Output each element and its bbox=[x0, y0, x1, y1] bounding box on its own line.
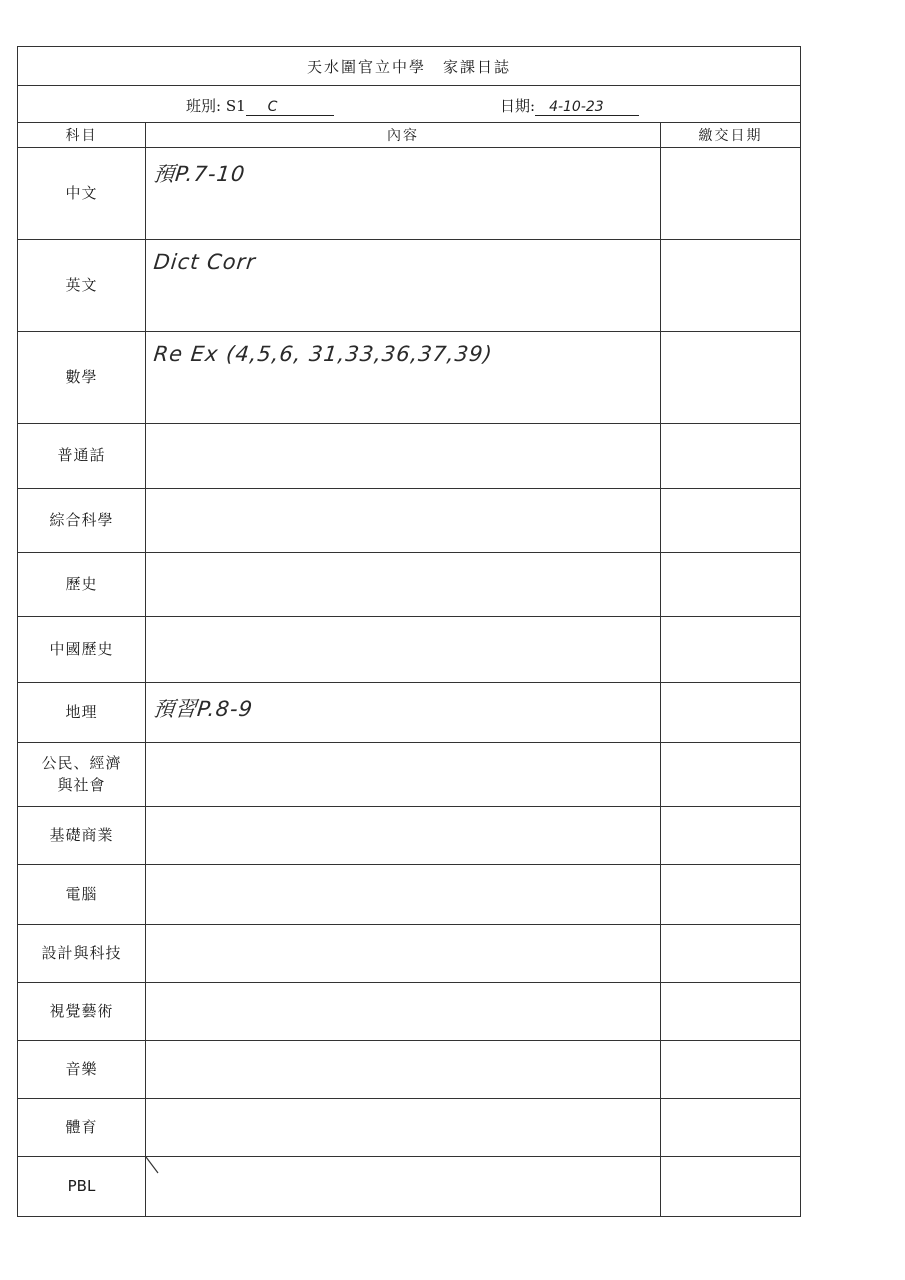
date-label: 日期: bbox=[500, 97, 536, 115]
content-cell bbox=[146, 424, 661, 489]
content-cell bbox=[146, 1099, 661, 1157]
due-date-cell bbox=[661, 489, 801, 553]
subject-cell: 英文 bbox=[18, 240, 146, 332]
handwritten-entry bbox=[145, 617, 660, 627]
content-cell bbox=[146, 1041, 661, 1099]
subject-cell: 設計與科技 bbox=[18, 925, 146, 983]
due-date-cell bbox=[661, 865, 801, 925]
table-row bbox=[18, 148, 801, 240]
handwritten-entry: Re Ex (4,5,6, 31,33,36,37,39) bbox=[152, 342, 494, 366]
content-cell bbox=[146, 865, 661, 925]
table-row bbox=[18, 553, 801, 617]
table-row bbox=[18, 240, 801, 332]
due-date-column-header: 繳交日期 bbox=[661, 123, 801, 148]
handwritten-entry bbox=[145, 865, 660, 875]
due-date-cell bbox=[661, 683, 801, 743]
content-cell bbox=[146, 148, 661, 240]
content-cell bbox=[146, 743, 661, 807]
table-row bbox=[18, 332, 801, 424]
content-cell bbox=[146, 332, 661, 424]
diary-meta-row bbox=[18, 86, 801, 123]
table-row bbox=[18, 489, 801, 553]
subject-cell: 基礎商業 bbox=[18, 807, 146, 865]
handwritten-entry bbox=[145, 925, 660, 935]
table-row bbox=[18, 925, 801, 983]
handwritten-entry bbox=[145, 1041, 660, 1051]
due-date-cell bbox=[661, 807, 801, 865]
subject-cell: 數學 bbox=[18, 332, 146, 424]
due-date-cell bbox=[661, 743, 801, 807]
handwritten-entry bbox=[145, 1099, 660, 1109]
subject-cell: 綜合科學 bbox=[18, 489, 146, 553]
subject-cell: PBL bbox=[18, 1157, 146, 1217]
subject-cell: 普通話 bbox=[18, 424, 146, 489]
table-row bbox=[18, 424, 801, 489]
content-cell bbox=[146, 683, 661, 743]
handwritten-entry: 預習P.8-9 bbox=[152, 697, 255, 721]
handwritten-entry bbox=[145, 424, 660, 434]
content-cell bbox=[146, 1157, 661, 1217]
due-date-cell bbox=[661, 332, 801, 424]
content-cell bbox=[146, 807, 661, 865]
class-value: C bbox=[246, 99, 334, 116]
handwritten-entry: 預P.7-10 bbox=[152, 162, 247, 186]
table-row bbox=[18, 1099, 801, 1157]
subject-cell: 電腦 bbox=[18, 865, 146, 925]
due-date-cell bbox=[661, 617, 801, 683]
table-row bbox=[18, 1157, 801, 1217]
content-cell bbox=[146, 983, 661, 1041]
due-date-cell bbox=[661, 148, 801, 240]
due-date-cell bbox=[661, 1041, 801, 1099]
table-row bbox=[18, 617, 801, 683]
handwritten-entry: Dict Corr bbox=[152, 250, 258, 274]
diary-title: 天水圍官立中學 家課日誌 bbox=[18, 47, 801, 86]
subject-cell: 視覺藝術 bbox=[18, 983, 146, 1041]
content-cell bbox=[146, 925, 661, 983]
handwritten-entry bbox=[145, 807, 660, 817]
handwritten-entry bbox=[145, 743, 660, 753]
table-row bbox=[18, 807, 801, 865]
table-row bbox=[18, 743, 801, 807]
handwritten-entry bbox=[145, 489, 660, 499]
table-row bbox=[18, 1041, 801, 1099]
due-date-cell bbox=[661, 553, 801, 617]
content-column-header: 內容 bbox=[146, 123, 661, 148]
table-row bbox=[18, 983, 801, 1041]
date-value: 4-10-23 bbox=[535, 99, 639, 116]
table-row bbox=[18, 683, 801, 743]
subject-cell bbox=[18, 743, 146, 807]
subject-cell: 歷史 bbox=[18, 553, 146, 617]
due-date-cell bbox=[661, 983, 801, 1041]
subject-label: 公民、經濟與社會 bbox=[41, 753, 122, 794]
subject-cell: 體育 bbox=[18, 1099, 146, 1157]
due-date-cell bbox=[661, 1099, 801, 1157]
handwritten-entry bbox=[145, 983, 660, 993]
subject-cell: 中文 bbox=[18, 148, 146, 240]
class-field bbox=[186, 95, 334, 116]
class-label: 班別: S1 bbox=[186, 97, 246, 115]
content-cell bbox=[146, 553, 661, 617]
homework-diary-sheet bbox=[17, 46, 800, 1216]
handwritten-entry bbox=[145, 1157, 660, 1167]
homework-diary-table bbox=[17, 46, 801, 1217]
subject-cell: 地理 bbox=[18, 683, 146, 743]
due-date-cell bbox=[661, 240, 801, 332]
column-header-row bbox=[18, 123, 801, 148]
handwritten-entry bbox=[145, 553, 660, 563]
subject-cell: 中國歷史 bbox=[18, 617, 146, 683]
content-cell bbox=[146, 489, 661, 553]
subject-column-header: 科目 bbox=[18, 123, 146, 148]
table-row bbox=[18, 865, 801, 925]
due-date-cell bbox=[661, 1157, 801, 1217]
date-field bbox=[500, 95, 639, 116]
content-cell bbox=[146, 240, 661, 332]
due-date-cell bbox=[661, 424, 801, 489]
due-date-cell bbox=[661, 925, 801, 983]
subject-cell: 音樂 bbox=[18, 1041, 146, 1099]
content-cell bbox=[146, 617, 661, 683]
